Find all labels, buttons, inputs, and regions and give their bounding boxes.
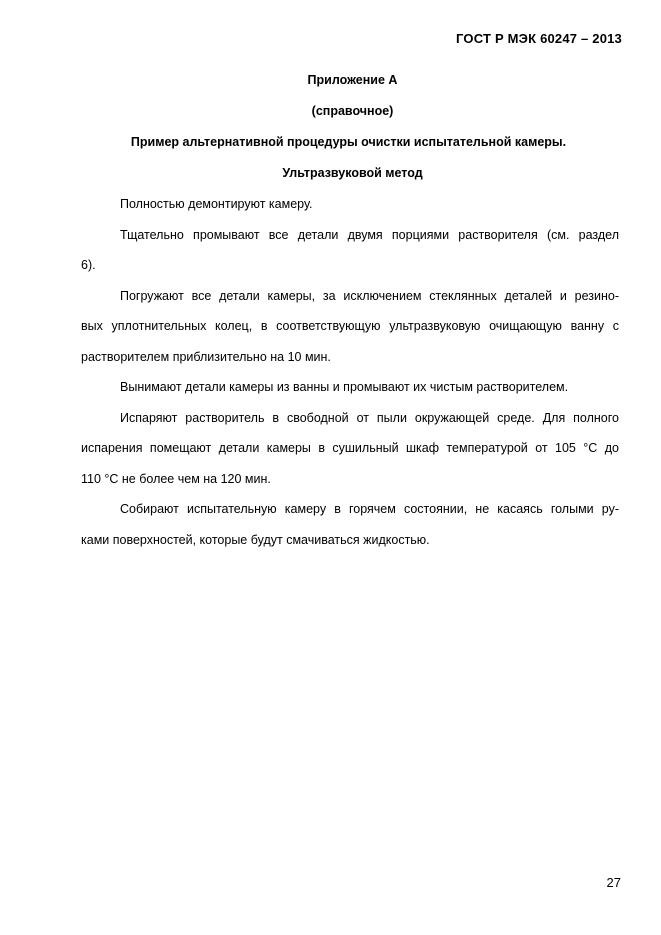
appendix-title: Приложение А <box>307 73 398 87</box>
section-title-line-1: Пример альтернативной процедуры очистки испытательной камеры. <box>130 135 567 149</box>
paragraph-3-line-1: Погружают все детали камеры, за исключением стеклянных деталей и резино- <box>120 288 619 303</box>
appendix-type: (справочное) <box>311 104 394 118</box>
paragraph-2-line-1: Тщательно промывают все детали двумя порциями растворителя (см. раздел <box>120 227 619 242</box>
paragraph-3-line-2: вых уплотнительных колец, в соответствующую ультразвуковую очищающую ванну с <box>81 319 619 333</box>
paragraph-2-line-2: 6). <box>81 258 96 272</box>
paragraph-3-line-3: растворителем приблизительно на 10 мин. <box>81 349 331 364</box>
paragraph-5-line-2: испарения помещают детали камеры в сушильный шкаф температурой от 105 °С до <box>81 441 619 455</box>
section-title-line-2: Ультразвуковой метод <box>282 166 423 180</box>
paragraph-5-line-1: Испаряют растворитель в свободной от пыли окружающей среде. Для полного <box>120 410 619 425</box>
paragraph-1-line-1: Полностью демонтируют камеру. <box>120 197 313 211</box>
procedure-text <box>81 189 619 555</box>
paragraph-4-line-1: Вынимают детали камеры из ванны и промывают их чистым растворителем. <box>120 380 569 394</box>
paragraph-6-line-1: Собирают испытательную камеру в горячем состоянии, не касаясь голыми ру- <box>120 502 619 516</box>
standard-code-header: ГОСТ Р МЭК 60247 – 2013 <box>456 31 622 46</box>
paragraph-5-line-3: 110 °С не более чем на 120 мин. <box>81 471 271 486</box>
paragraph-6-line-2: ками поверхностей, которые будут смачиваться жидкостью. <box>81 532 430 547</box>
page-number: 27 <box>606 875 621 890</box>
